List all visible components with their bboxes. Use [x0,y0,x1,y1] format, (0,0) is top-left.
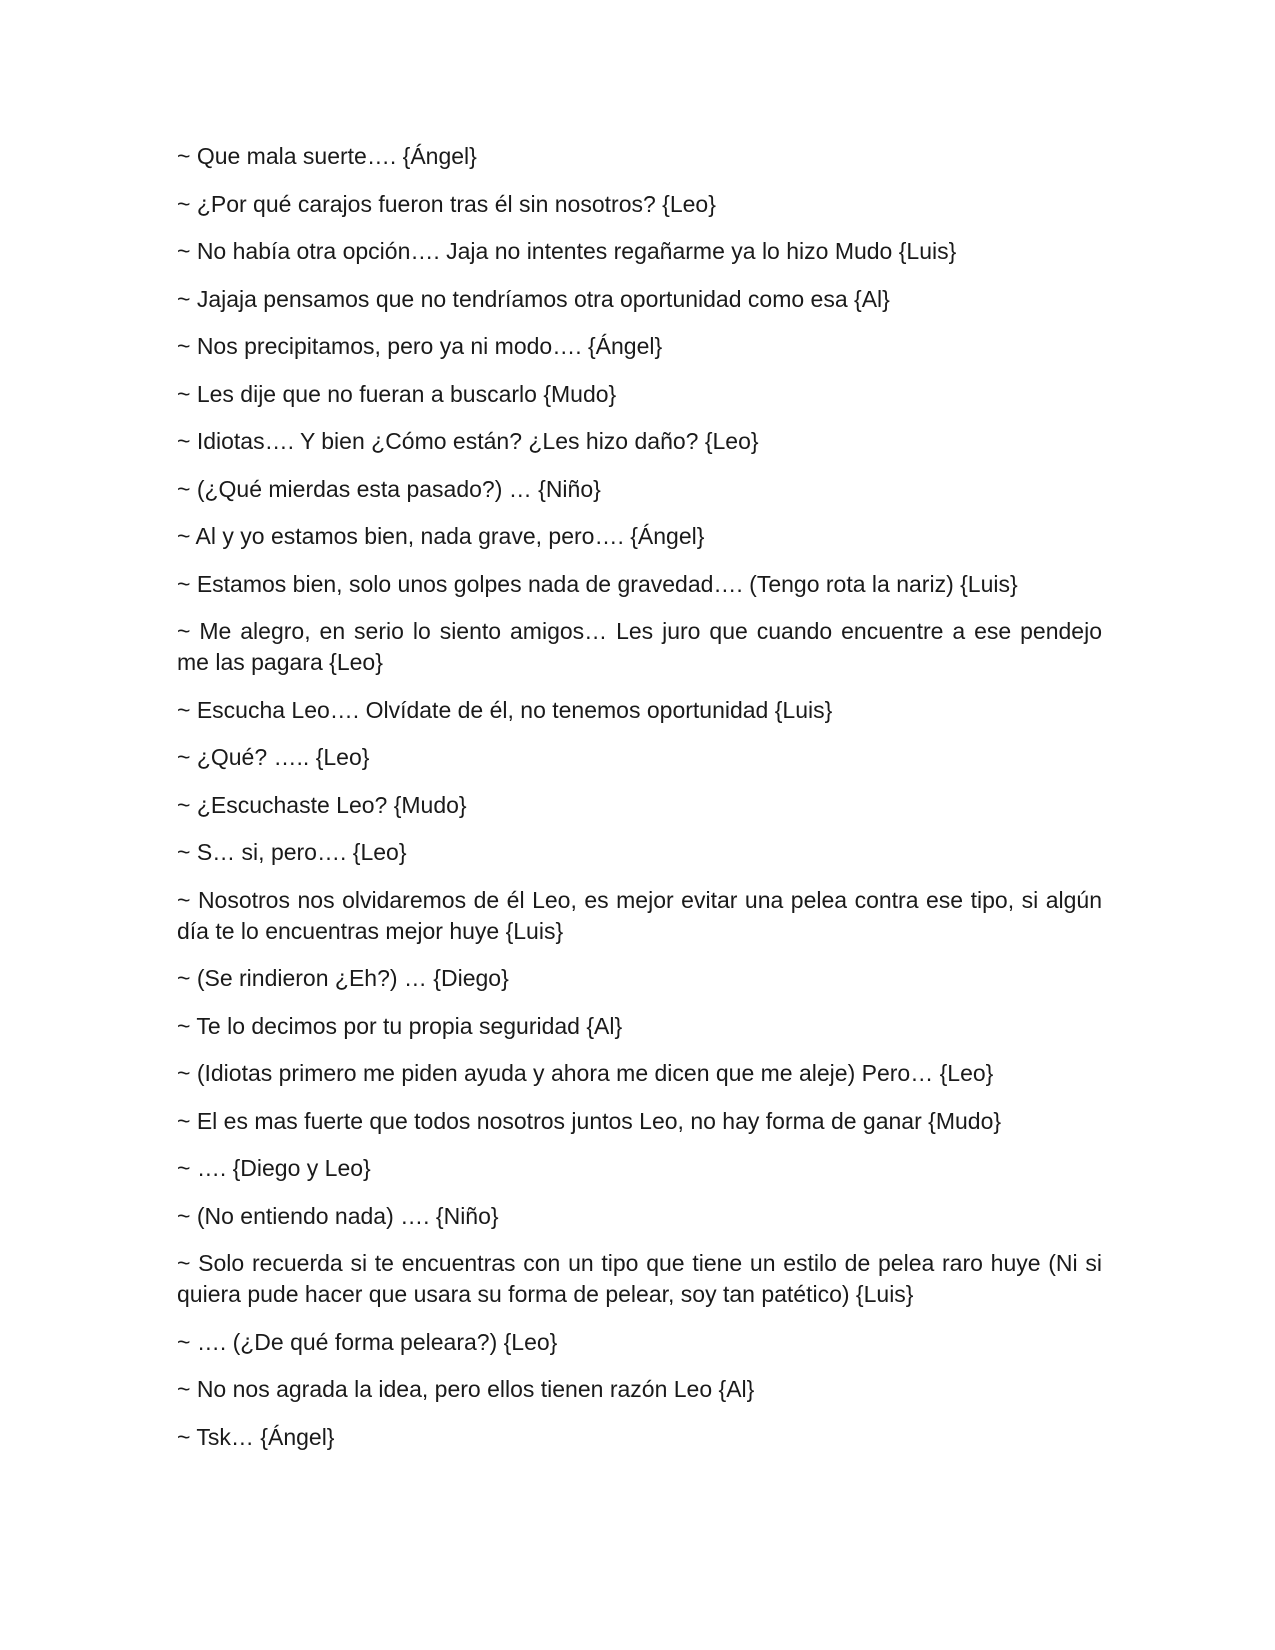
dialogue-line: ~ (Se rindieron ¿Eh?) … {Diego} [177,965,509,991]
dialogue-line: ~ S… si, pero…. {Leo} [177,839,407,865]
dialogue-line: ~ ¿Qué? ….. {Leo} [177,744,370,770]
dialogue-line: ~ Te lo decimos por tu propia seguridad {Al} [177,1012,623,1039]
dialogue-line: ~ …. {Diego y Leo} [177,1155,371,1181]
dialogue-line: ~ Jajaja pensamos que no tendríamos otra oportunidad como esa {Al} [177,285,890,312]
dialogue-line: ~ ¿Por qué carajos fueron tras él sin nosotros? {Leo} [177,190,716,217]
dialogue-line: ~ …. (¿De qué forma peleara?) {Leo} [177,1328,558,1355]
dialogue-line: ~ Escucha Leo…. Olvídate de él, no tenemos oportunidad {Luis} [177,696,833,723]
dialogue-line: ~ Estamos bien, solo unos golpes nada de gravedad…. (Tengo rota la nariz) {Luis} [177,570,1018,597]
dialogue-line: ~ Al y yo estamos bien, nada grave, pero…. {Ángel} [177,523,705,549]
dialogue-line: ~ No había otra opción…. Jaja no intentes regañarme ya lo hizo Mudo {Luis} [177,238,957,264]
dialogue-line: ~ ¿Escuchaste Leo? {Mudo} [177,791,467,818]
dialogue-line: ~ El es mas fuerte que todos nosotros juntos Leo, no hay forma de ganar {Mudo} [177,1107,1002,1134]
dialogue-line: ~ No nos agrada la idea, pero ellos tienen razón Leo {Al} [177,1376,755,1402]
dialogue-line: ~ Me alegro, en serio lo siento amigos… Les juro que cuando encuentre a ese pendejo me las pagara {Leo} [177,618,1102,675]
dialogue-line: ~ Solo recuerda si te encuentras con un tipo que tiene un estilo de pelea raro huye (Ni si quiera pude hacer que usara su forma de pelear, soy tan patético) {Luis} [177,1250,1102,1307]
dialogue-line: ~ (No entiendo nada) …. {Niño} [177,1202,499,1229]
dialogue-line: ~ (Idiotas primero me piden ayuda y ahora me dicen que me aleje) Pero… {Leo} [177,1060,994,1086]
dialogue-line: ~ Que mala suerte…. {Ángel} [177,143,477,169]
dialogue-line: ~ Tsk… {Ángel} [177,1423,335,1450]
dialogue-text [177,141,1102,1469]
dialogue-line: ~ Les dije que no fueran a buscarlo {Mudo} [177,380,617,407]
dialogue-line: ~ Idiotas…. Y bien ¿Cómo están? ¿Les hizo daño? {Leo} [177,428,759,454]
dialogue-line: ~ Nosotros nos olvidaremos de él Leo, es mejor evitar una pelea contra ese tipo, si algún día te lo encuentras mejor huye {Luis} [177,886,1102,944]
dialogue-line: ~ Nos precipitamos, pero ya ni modo…. {Ángel} [177,333,663,359]
dialogue-line: ~ (¿Qué mierdas esta pasado?) … {Niño} [177,475,601,502]
